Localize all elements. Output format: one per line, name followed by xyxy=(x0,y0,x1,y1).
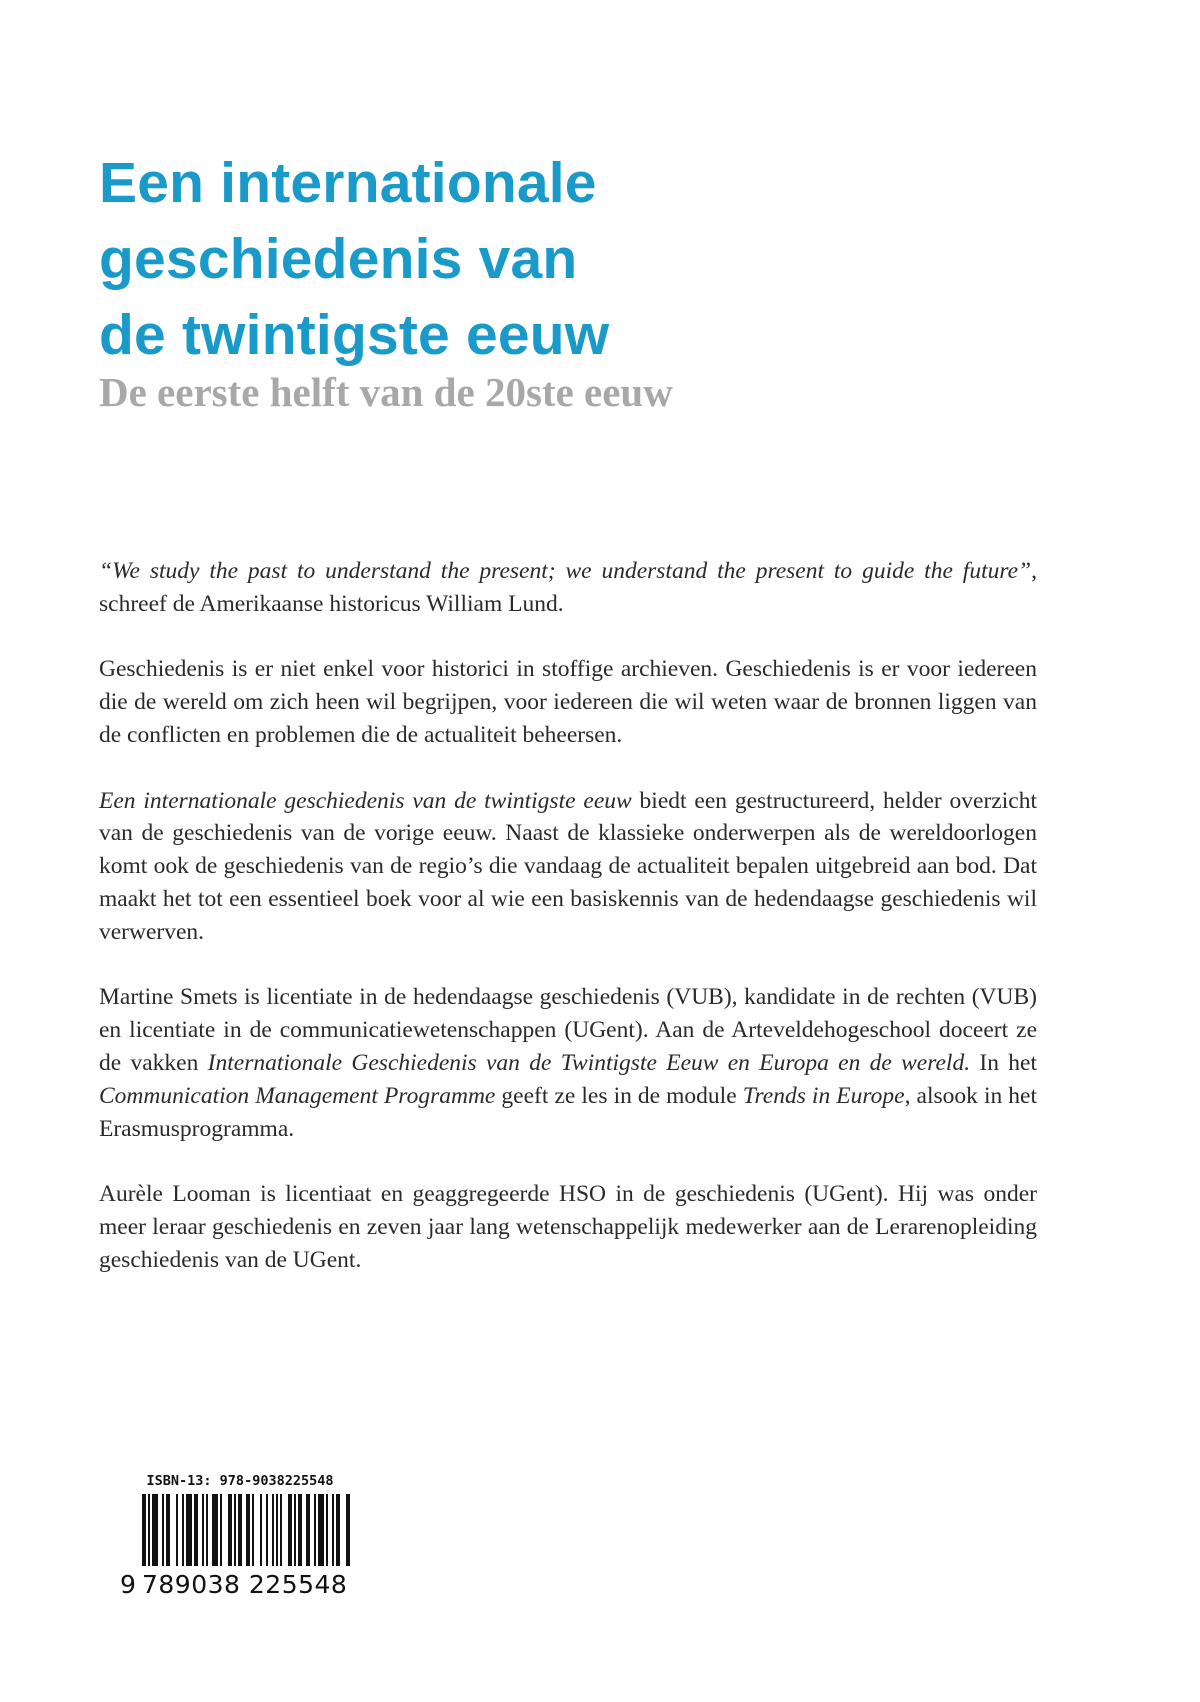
barcode-bar xyxy=(288,1494,292,1566)
barcode-bar xyxy=(234,1494,236,1566)
book-title-reference: Een internationale geschiedenis van de twintigste eeuw xyxy=(99,787,632,814)
author-bio-smets xyxy=(99,981,1037,1145)
barcode-digits-rest: 789038 225548 xyxy=(142,1570,348,1599)
barcode-bar xyxy=(162,1494,164,1566)
barcode-bar xyxy=(176,1494,178,1566)
barcode-bar xyxy=(220,1494,222,1566)
book-title xyxy=(99,145,1059,373)
barcode-bar xyxy=(152,1494,158,1566)
barcode-bar xyxy=(280,1494,282,1566)
barcode-bar xyxy=(246,1494,250,1566)
barcode-bar xyxy=(228,1494,232,1566)
barcode-bar xyxy=(326,1494,328,1566)
barcode-bar xyxy=(252,1494,254,1566)
author-bio-looman: Aurèle Looman is licentiaat en geaggregeerde HSO in de geschiedenis (UGent). Hij was onder meer leraar geschiedenis en zeven jaar lang wetenschappelijk medewerker aan de Lerarenopleiding geschiedenis van de UGent. xyxy=(99,1181,1037,1273)
barcode-bar xyxy=(202,1494,204,1566)
barcode-digit-lead: 9 xyxy=(120,1570,137,1599)
bio-text: Martine Smets is licentiate in de hedendaagse geschiedenis (VUB), kandidate in de rechten (VUB) en licentiate in de communicatiewetenschappen (UGent). Aan de Arteveldehogeschool doceert ze de vakken xyxy=(99,984,1037,1076)
isbn-barcode xyxy=(120,1472,360,1604)
module-title: Trends in Europe xyxy=(742,1082,905,1109)
barcode-bar xyxy=(314,1494,316,1566)
barcode-bar xyxy=(182,1494,184,1566)
barcode-bar xyxy=(238,1494,242,1566)
title-line-1: Een internationale xyxy=(99,151,597,215)
quote-paragraph xyxy=(99,555,1037,621)
barcode-bar xyxy=(166,1494,170,1566)
barcode-bar xyxy=(194,1494,198,1566)
barcode-bar xyxy=(272,1494,274,1566)
barcode-bar xyxy=(346,1494,350,1566)
barcode-bar xyxy=(142,1494,146,1566)
title-line-2: geschiedenis van xyxy=(99,227,578,291)
barcode-bar xyxy=(298,1494,302,1566)
barcode-bar xyxy=(260,1494,262,1566)
title-line-3: de twintigste eeuw xyxy=(99,303,610,367)
barcode-bar xyxy=(318,1494,324,1566)
barcode-bar xyxy=(276,1494,278,1566)
bio-text: geeft ze les in de module xyxy=(495,1082,743,1109)
book-description-text: biedt een gestructureerd, helder overzicht van de geschiedenis van de vorige eeuw. Naast de klassieke onderwerpen als de wereldoorlogen komt ook de geschiedenis van de regio’s die vandaag de actualiteit bepalen uitgebreid aan bod. Dat maakt het tot een essentieel boek voor al wie een basiskennis van de hedendaagse geschiedenis wil verwerven. xyxy=(99,787,1037,945)
barcode-bar xyxy=(186,1494,192,1566)
barcode-bar xyxy=(206,1494,208,1566)
quote-attribution: , schreef de Amerikaanse historicus William Lund. xyxy=(99,558,1037,617)
bio-text: In het xyxy=(970,1049,1037,1076)
bio-text: , alsook in het Erasmusprogramma. xyxy=(99,1082,1038,1142)
course-title: Internationale Geschiedenis van de Twintigste Eeuw en Europa en de wereld. xyxy=(207,1049,971,1076)
quote-text: “We study the past to understand the present; we understand the present to guide the future” xyxy=(99,558,1032,584)
intro-paragraph: Geschiedenis is er niet enkel voor historici in stoffige archieven. Geschiedenis is er voor iedereen die de wereld om zich heen wil begrijpen, voor iedereen die wil weten waar de bronnen liggen van de conflicten en problemen die de actualiteit beheersen. xyxy=(99,656,1037,748)
book-subtitle: De eerste helft van de 20ste eeuw xyxy=(99,369,673,415)
programme-title: Communication Management Programme xyxy=(99,1082,496,1109)
book-description-paragraph xyxy=(99,785,1037,949)
barcode-bar xyxy=(266,1494,268,1566)
barcode-bars xyxy=(120,1494,360,1574)
barcode-bar xyxy=(336,1494,340,1566)
blurb xyxy=(99,555,1037,1309)
barcode-bar xyxy=(148,1494,150,1566)
barcode-bar xyxy=(294,1494,296,1566)
barcode-bar xyxy=(306,1494,310,1566)
barcode-bar xyxy=(332,1494,334,1566)
barcode-bar xyxy=(212,1494,218,1566)
isbn-label: ISBN-13: 978-9038225548 xyxy=(146,1473,334,1489)
